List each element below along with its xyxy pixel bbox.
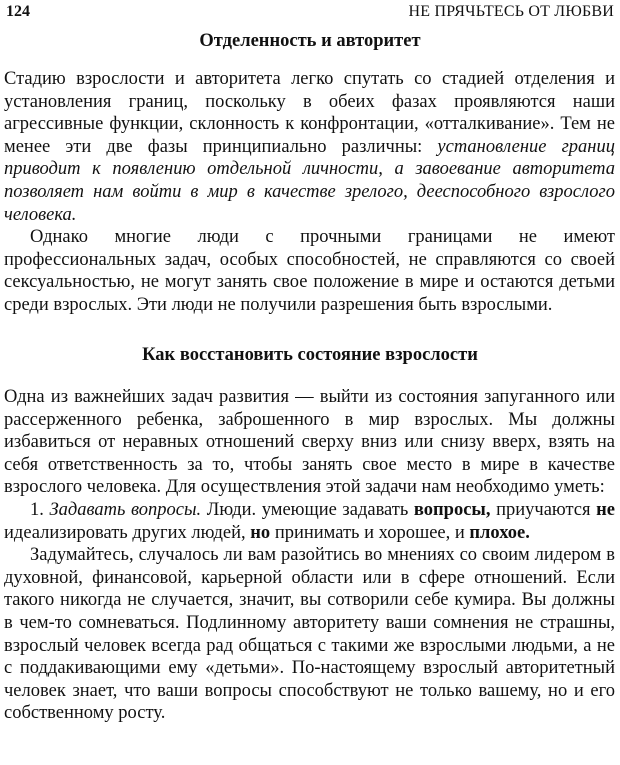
bold-text: не [596,499,615,520]
bold-text: плохое. [469,522,530,543]
section-body-separation [4,68,615,317]
list-item-text: приучаются [490,499,597,520]
running-title: НЕ ПРЯЧЬТЕСЬ ОТ ЛЮБВИ [408,3,614,20]
section-heading-adulthood: Как восстановить состояние взрослости [142,345,478,365]
emphasized-text: установление границ приводит к появлению отдельной личности, а завоевание авторитета позволяет нам войти в мир в качестве зрелого, дееспособного взрослого человека. [4,136,615,225]
bold-text: вопросы, [413,499,491,520]
page-header [6,2,614,22]
list-item-number: 1. [30,499,50,520]
section-heading-separation: Отделенность и авторитет [199,31,421,51]
list-item-text: Люди. умеющие задавать [201,499,414,520]
section-body-adulthood [4,386,615,725]
paragraph: Задумайтесь, случалось ли вам разойтись во мнениях со своим лидером в духовной, финансовой, карьерной области или в сфере отношений. Если такого никогда не случается, значит, вы сотворили себе кумира. Вы должны в чем-то сомневаться. Подлинному авторитету ваши сомнения не страшны, взрослый человек всегда рад общаться с такими же взрослыми людьми, а не с поддакивающими ему «детьми». По-настоящему взрослый авторитетный человек знает, что ваши вопросы способствуют не только вашему, но и его собственному росту. [4,545,615,724]
emphasized-text: Задавать вопросы. [49,499,202,520]
paragraph: Однако многие люди с прочными границами не имеют профессиональных задач, особых способностей, не справляются со своей сексуальностью, не могут занять свое положение в мире и остаются детьми среди взрослых. Эти люди не получили разрешения быть взрослыми. [4,227,615,315]
paragraph [4,68,615,226]
bold-text: но [250,522,271,543]
list-item [4,499,615,544]
list-item-text: принимать и хорошее, и [270,522,470,543]
list-item-text: идеализировать других людей, [4,522,251,543]
page-number: 124 [6,3,30,20]
paragraph: Одна из важнейших задач развития — выйти из состояния запуганного или рассерженного ребенка, заброшенного в мир взрослых. Мы должны избавиться от неравных отношений сверху вниз или снизу вверх, взять на себя ответственность за то, чтобы занять свое место в мире в качестве взрослого человека. Для осуществления этой задачи нам необходимо уметь: [4,387,615,498]
paragraph-text: Стадию взрослости и авторитета легко спутать со стадией отделения и установления границ, поскольку в обеих фазах проявляются наши агрессивные функции, склонность к конфронтации, «отталкивание». Тем не менее эти две фазы принципиально различны: [4,69,615,157]
